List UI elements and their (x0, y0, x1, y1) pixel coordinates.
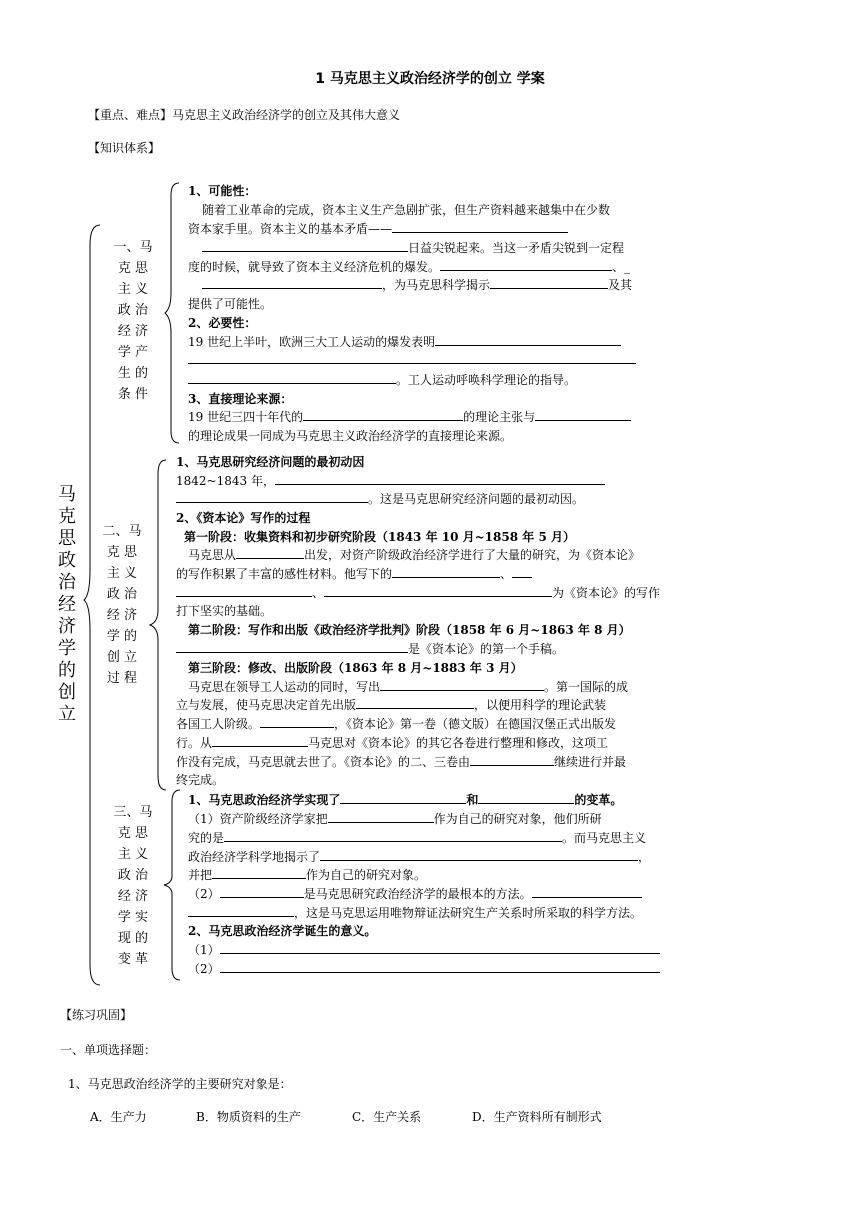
blank-line[interactable] (176, 585, 312, 597)
blank-line[interactable] (470, 754, 554, 766)
blank-line[interactable] (176, 491, 368, 503)
blank-line[interactable] (490, 277, 608, 289)
blank-line[interactable] (392, 221, 568, 233)
practice-label: 【练习巩固】 (60, 1008, 133, 1022)
s1-item3-title: 3、直接理论来源： (188, 392, 293, 406)
blank-line[interactable] (392, 566, 500, 578)
s3-text: （1）资产阶级经济学家把 作为自己的研究对象，他们所研 (188, 812, 602, 826)
blank-line[interactable] (236, 547, 304, 559)
option-d[interactable]: D．生产资料所有制形式 (472, 1110, 602, 1124)
knowledge-label: 【知识体系】 (88, 141, 161, 155)
section1-label: 一、马 克 思 主 义 政 治 经 济 学 产 生 的 条 件 (113, 240, 153, 402)
focus-label: 【重点、难点】 (88, 108, 173, 122)
blank-line[interactable] (275, 473, 605, 485)
blank-line[interactable] (380, 679, 544, 691)
section3-brace (164, 790, 184, 980)
s1-item2-title: 2、必要性： (188, 316, 257, 330)
blank-line[interactable] (324, 585, 552, 597)
blank-line[interactable] (212, 735, 308, 747)
s1-text: 随着工业革命的完成，资本主义生产急剧扩张，但生产资料越来越集中在少数 (202, 203, 611, 217)
s3-item2-title: 2、马克思政治经济学诞生的意义。 (188, 924, 377, 938)
blank-line[interactable] (188, 905, 294, 917)
option-b[interactable]: B．物质资料的生产 (196, 1110, 301, 1124)
blank-line[interactable] (224, 830, 562, 842)
option-a[interactable]: A．生产力 (90, 1110, 147, 1124)
focus-line (88, 106, 400, 123)
s2-text: 是《资本论》的第一个手稿。 (176, 640, 564, 657)
blank-line[interactable] (535, 409, 631, 421)
focus-text: 马克思主义政治经济学的创立及其伟大意义 (172, 108, 401, 122)
section1-brace (165, 183, 185, 443)
s1-text: 日益尖锐起来。当这一矛盾尖锐到一定程 (202, 239, 624, 256)
s3-text: 政治经济学科学地揭示了 ， (188, 850, 651, 864)
s2-text: 打下坚实的基础。 (176, 604, 273, 618)
s2-text: 立与发展，使马克思决定首先出版 ，以便用科学的理论武装 (176, 698, 607, 712)
blank-line[interactable] (435, 334, 621, 346)
s2-item2-title: 2、《资本论》写作的过程 (176, 511, 311, 525)
s3-sub1: （1） (188, 941, 660, 958)
stage3-title: 第三阶段：修改、出版阶段（1863 年 8 月~1883 年 3 月） (188, 661, 523, 675)
question-1: 1、马克思政治经济学的主要研究对象是： (68, 1077, 292, 1091)
blank-line[interactable] (260, 716, 334, 728)
blank-line[interactable] (532, 886, 642, 898)
blank-line[interactable] (188, 352, 636, 364)
s1-text (188, 352, 636, 367)
s2-text: 的写作积累了丰富的感性材料。他写下的 、 (176, 565, 532, 582)
blank-line[interactable] (212, 867, 306, 879)
blank-line[interactable] (176, 641, 408, 653)
blank-line[interactable] (512, 566, 532, 578)
option-c[interactable]: C．生产关系 (352, 1110, 422, 1124)
section2-label: 二、马 克 思 主 义 政 治 经 济 学 的 创 立 过 程 (102, 524, 142, 686)
blank-line[interactable] (340, 792, 466, 804)
s2-text: 马克思在领导工人运动的同时，写出 。第一国际的成 (188, 680, 629, 694)
blank-line[interactable] (303, 409, 463, 421)
s2-text: 终完成。 (176, 773, 225, 787)
stage2-title: 第二阶段：写作和出版《政治经济学批判》阶段（1858 年 6 月~1863 年 8 月） (188, 623, 631, 637)
s2-text: 1842~1843 年， (176, 472, 605, 489)
blank-line[interactable] (356, 697, 474, 709)
blank-line[interactable] (188, 372, 396, 384)
s2-item1-title: 1、马克思研究经济问题的最初动因 (176, 455, 365, 469)
blank-line[interactable] (320, 849, 638, 861)
page-title: 1 马克思主义政治经济学的创立 学案 (315, 71, 545, 87)
blank-line[interactable] (440, 259, 612, 271)
s2-text: 、 为《资本论》的写作 (176, 584, 660, 601)
main-vertical-title: 马克思政治经济学的创立 (58, 484, 76, 725)
s1-text: 资本家手里。资本主义的基本矛盾—— (188, 220, 568, 237)
s3-text: ，这是马克思运用唯物辩证法研究生产关系时所采取的科学方法。 (188, 904, 642, 921)
s2-text: 作没有完成，马克思就去世了。《资本论》的二、三卷由 继续进行并最 (176, 755, 627, 769)
section2-brace (150, 460, 170, 790)
s3-sub2: （2） (188, 960, 660, 977)
stage1-title: 第一阶段：收集资料和初步研究阶段（1843 年 10 月~1858 年 5 月） (184, 530, 575, 544)
s3-text: 究的是 。而马克思主义 (188, 831, 647, 845)
single-choice-heading: 一、单项选择题： (60, 1043, 157, 1057)
s2-text: 。这是马克思研究经济问题的最初动因。 (176, 490, 584, 507)
blank-line[interactable] (202, 277, 382, 289)
s1-text: 提供了可能性。 (188, 297, 273, 311)
blank-line[interactable] (220, 942, 660, 954)
blank-line[interactable] (202, 240, 408, 252)
s1-text: 的理论成果一同成为马克思主义政治经济学的直接理论来源。 (188, 429, 513, 443)
blank-line[interactable] (478, 792, 574, 804)
s3-item1-title: 1、马克思政治经济学实现了 和 的变革。 (188, 793, 623, 807)
section3-label: 三、马 克 思 主 义 政 治 经 济 学 实 现 的 变 革 (113, 805, 153, 967)
s2-text: 马克思从 出发，对资产阶级政治经济学进行了大量的研究，为《资本论》 (188, 548, 641, 562)
s1-text: 19 世纪三四十年代的 的理论主张与 (188, 408, 631, 425)
s2-text: 行。从 马克思对《资本论》的其它各卷进行整理和修改，这项工 (176, 736, 609, 750)
s3-text: （2） 是马克思研究政治经济学的最根本的方法。 (188, 885, 642, 902)
blank-line[interactable] (220, 961, 660, 973)
s1-text: 度的时候，就导致了资本主义经济危机的爆发。 、_ (188, 260, 631, 274)
s3-text: 并把 作为自己的研究对象。 (188, 868, 427, 882)
s1-item1-title: 1、可能性： (188, 184, 257, 198)
s2-text: 各国工人阶级。 ，《资本论》第一卷（德文版）在德国汉堡正式出版发 (176, 717, 617, 731)
blank-line[interactable] (220, 886, 304, 898)
blank-line[interactable] (328, 811, 434, 823)
s1-text: 。工人运动呼唤科学理论的指导。 (188, 371, 576, 388)
s1-text: ，为马克思科学揭示 及其 (202, 276, 632, 293)
s1-text: 19 世纪上半叶，欧洲三大工人运动的爆发表明 (188, 333, 621, 350)
